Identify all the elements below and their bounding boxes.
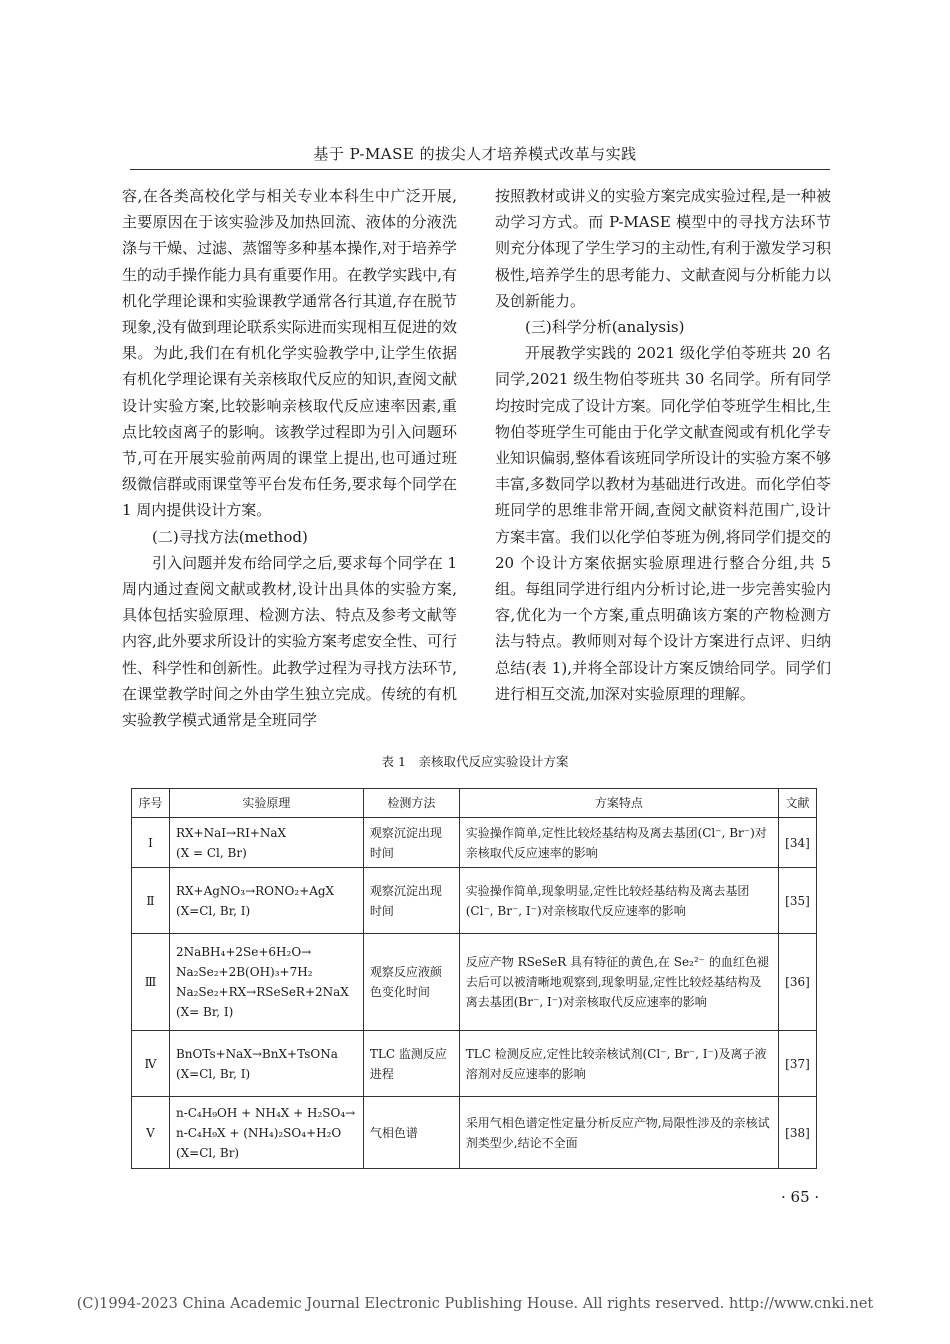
table-row — [132, 934, 817, 1031]
equation-line: RX+NaI→RI+NaX — [175, 825, 287, 840]
table-row — [132, 818, 817, 868]
column-header: 方案特点 — [459, 789, 778, 818]
row-id: Ⅳ — [132, 1031, 170, 1097]
table-row — [132, 1097, 817, 1169]
right-column — [495, 183, 831, 707]
page-number: · 65 · — [781, 1188, 820, 1206]
table-row — [132, 1031, 817, 1097]
method-cell: TLC 监测反应进程 — [363, 1031, 459, 1097]
paragraph: 开展教学实践的 2021 级化学伯苓班共 20 名同学,2021 级生物伯苓班共 30 名同学。所有同学均按时完成了设计方案。同化学伯苓班学生相比,生物伯苓班学生可能由于化学文献查阅或有机化学专业知识偏弱,整体看该班同学所设计的实验方案不够丰富,多数同学以教材为基础进行改进。而化学伯苓班同学的思维非常开阔,查阅文献资料范围广,设计方案丰富。我们以化学伯苓班为例,将同学们提交的 20 个设计方案依据实验原理进行整合分组,共 5 组。每组同学进行组内分析讨论,进一步完善实验内容,优化为一个方案,重点明确该方案的产物检测方法与特点。教师则对每个设计方案进行点评、归纳总结(表 1),并将全部设计方案反馈给同学。同学们进行相互交流,加深对实验原理的理解。 — [495, 344, 831, 703]
equation-line: 2NaBH₄+2Se+6H₂O→ — [175, 945, 312, 959]
feature-cell: 反应产物 RSeSeR 具有特征的黄色,在 Se₂²⁻ 的血红色褪去后可以被清晰地观察到,现象明显,定性比较烃基结构及离去基团(Br⁻, I⁻)对亲核取代反应速率的影响 — [459, 934, 778, 1031]
reference-cell: [38] — [778, 1097, 816, 1169]
equation-line: n-C₄H₉OH + NH₄X + H₂SO₄→ — [175, 1105, 356, 1120]
reference-cell: [37] — [778, 1031, 816, 1097]
column-header: 文献 — [778, 789, 816, 818]
equation-line: Na₂Se₂+RX→RSeSeR+2NaX — [175, 985, 349, 999]
section-heading: (三)科学分析(analysis) — [525, 318, 685, 337]
table-caption: 表 1 亲核取代反应实验设计方案 — [381, 754, 569, 769]
equation-line: n-C₄H₉X + (NH₄)₂SO₄+H₂O — [175, 1125, 342, 1140]
method-cell: 观察反应液颜色变化时间 — [363, 934, 459, 1031]
equation-line: Na₂Se₂+2B(OH)₃+7H₂ — [175, 965, 313, 979]
reference-cell: [36] — [778, 934, 816, 1031]
feature-cell: TLC 检测反应,定性比较亲核试剂(Cl⁻, Br⁻, I⁻)及离子液溶剂对反应速率的影响 — [459, 1031, 778, 1097]
principle-cell — [169, 868, 363, 934]
reference-cell: [35] — [778, 868, 816, 934]
feature-cell: 采用气相色谱定性定量分析反应产物,局限性涉及的亲核试剂类型少,结论不全面 — [459, 1097, 778, 1169]
column-header: 实验原理 — [169, 789, 363, 818]
equation-line: (X = Cl, Br) — [175, 845, 247, 860]
equation-line: (X= Br, I) — [175, 1005, 234, 1019]
paragraph: 引入问题并发布给同学之后,要求每个同学在 1 周内通过查阅文献或教材,设计出具体的实验方案,具体包括实验原理、检测方法、特点及参考文献等内容,此外要求所设计的实验方案考虑安全性、可行性、科学性和创新性。此教学过程为寻找方法环节,在课堂教学时间之外由学生独立完成。传统的有机实验教学模式通常是全班同学 — [122, 553, 457, 730]
row-id: Ⅱ — [132, 868, 170, 934]
equation-line: (X=Cl, Br) — [175, 1145, 240, 1160]
copyright-footer: (C)1994-2023 China Academic Journal Electronic Publishing House. All rights reserved. http://www.cnki.net — [76, 1296, 874, 1312]
row-id: Ⅲ — [132, 934, 170, 1031]
principle-cell — [169, 1097, 363, 1169]
section-heading: (二)寻找方法(method) — [152, 527, 308, 546]
column-header: 检测方法 — [363, 789, 459, 818]
equation-line: (X=Cl, Br, I) — [175, 903, 251, 918]
scheme-table — [131, 788, 817, 1169]
method-cell: 气相色谱 — [363, 1097, 459, 1169]
table-header-row — [132, 789, 817, 818]
equation-line: (X=Cl, Br, I) — [175, 1066, 251, 1081]
method-cell: 观察沉淀出现时间 — [363, 868, 459, 934]
equation-line: BnOTs+NaX→BnX+TsONa — [175, 1046, 338, 1061]
principle-cell — [169, 1031, 363, 1097]
left-column — [122, 183, 457, 733]
feature-cell: 实验操作简单,现象明显,定性比较烃基结构及离去基团(Cl⁻, Br⁻, I⁻)对亲核取代反应速率的影响 — [459, 868, 778, 934]
principle-cell — [169, 934, 363, 1031]
row-id: Ⅴ — [132, 1097, 170, 1169]
equation-line: RX+AgNO₃→RONO₂+AgX — [175, 883, 335, 898]
reference-cell: [34] — [778, 818, 816, 868]
principle-cell — [169, 818, 363, 868]
method-cell: 观察沉淀出现时间 — [363, 818, 459, 868]
paragraph: 容,在各类高校化学与相关专业本科生中广泛开展,主要原因在于该实验涉及加热回流、液体的分液洗涤与干燥、过滤、蒸馏等多种基本操作,对于培养学生的动手操作能力具有重要作用。在教学实践中,有机化学理论课和实验课教学通常各行其道,存在脱节现象,没有做到理论联系实际进而实现相互促进的效果。为此,我们在有机化学实验教学中,让学生依据有机化学理论课有关亲核取代反应的知识,查阅文献设计实验方案,比较影响亲核取代反应速率因素,重点比较卤离子的影响。该教学过程即为引入问题环节,可在开展实验前两周的课堂上提出,也可通过班级微信群或雨课堂等平台发布任务,要求每个同学在 1 周内提供设计方案。 — [122, 187, 457, 520]
row-id: Ⅰ — [132, 818, 170, 868]
feature-cell: 实验操作简单,定性比较烃基结构及离去基团(Cl⁻, Br⁻)对亲核取代反应速率的影响 — [459, 818, 778, 868]
column-header: 序号 — [132, 789, 170, 818]
paragraph: 按照教材或讲义的实验方案完成实验过程,是一种被动学习方式。而 P-MASE 模型中的寻找方法环节则充分体现了学生学习的主动性,有利于激发学习积极性,培养学生的思考能力、文献查阅与分析能力以及创新能力。 — [495, 187, 831, 310]
running-header: 基于 P-MASE 的拔尖人才培养模式改革与实践 — [313, 145, 637, 163]
table-row — [132, 868, 817, 934]
header-rule — [130, 169, 830, 170]
